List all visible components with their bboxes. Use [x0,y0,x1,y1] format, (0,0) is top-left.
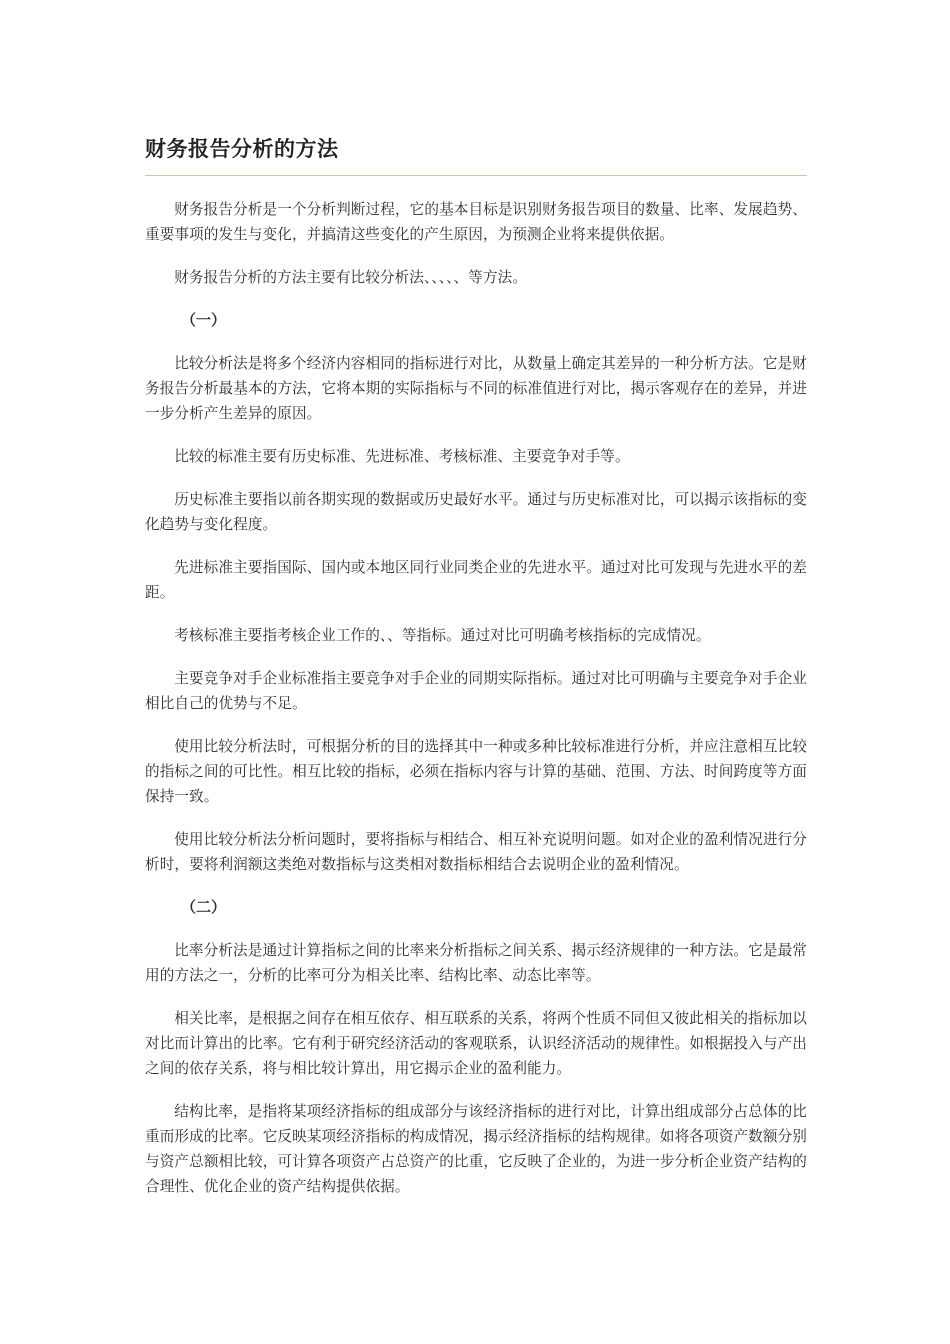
section-heading-1: （一） [181,311,227,329]
paragraph-intro: 财务报告分析是一个分析判断过程，它的基本目标是识别财务报告项目的数量、比率、发展趋势、重要事项的发生与变化，并搞清这些变化的产生原因，为预测企业将来提供依据。 [145,201,807,243]
section-heading-2: （二） [181,898,227,916]
paragraph-historical-standard: 历史标准主要指以前各期实现的数据或历史最好水平。通过与历史标准对比，可以揭示该指标的变化趋势与变化程度。 [145,491,807,533]
paragraph-comparability: 使用比较分析法时，可根据分析的目的选择其中一种或多种比较标准进行分析，并应注意相互比较的指标之间的可比性。相互比较的指标，必须在指标内容与计算的基础、范围、方法、时间跨度等方面保持一致。 [145,738,807,805]
title-divider [145,175,807,176]
paragraph-combination: 使用比较分析法分析问题时，要将指标与相结合、相互补充说明问题。如对企业的盈利情况进行分析时，要将利润额这类绝对数指标与这类相对数指标相结合去说明企业的盈利情况。 [145,831,807,873]
paragraph-ratio-definition: 比率分析法是通过计算指标之间的比率来分析指标之间关系、揭示经济规律的一种方法。它是最常用的方法之一，分析的比率可分为相关比率、结构比率、动态比率等。 [145,942,807,984]
paragraph-advanced-standard: 先进标准主要指国际、国内或本地区同行业同类企业的先进水平。通过对比可发现与先进水平的差距。 [145,559,807,601]
paragraph-methods: 财务报告分析的方法主要有比较分析法、、、、、等方法。 [174,269,528,286]
paragraph-related-ratio: 相关比率，是根据之间存在相互依存、相互联系的关系，将两个性质不同但又彼此相关的指标加以对比而计算出的比率。它有利于研究经济活动的客观联系，认识经济活动的规律性。如根据投入与产出之间的依存关系，将与相比较计算出，用它揭示企业的盈利能力。 [145,1010,807,1077]
page-title: 财务报告分析的方法 [145,137,339,161]
paragraph-competitor-standard: 主要竞争对手企业标准指主要竞争对手企业的同期实际指标。通过对比可明确与主要竞争对手企业相比自己的优势与不足。 [145,670,807,712]
paragraph-structure-ratio: 结构比率，是指将某项经济指标的组成部分与该经济指标的进行对比，计算出组成部分占总体的比重而形成的比率。它反映某项经济指标的构成情况，揭示经济指标的结构规律。如将各项资产数额分别与资产总额相比较，可计算各项资产占总资产的比重，它反映了企业的，为进一步分析企业资产结构的合理性、优化企业的资产结构提供依据。 [145,1103,807,1195]
paragraph-assessment-standard: 考核标准主要指考核企业工作的、、等指标。通过对比可明确考核指标的完成情况。 [174,627,711,644]
paragraph-comparison-standards: 比较的标准主要有历史标准、先进标准、考核标准、主要竞争对手等。 [174,448,630,465]
paragraph-comparison-definition: 比较分析法是将多个经济内容相同的指标进行对比，从数量上确定其差异的一种分析方法。它是财务报告分析最基本的方法，它将本期的实际指标与不同的标准值进行对比，揭示客观存在的差异，并进一步分析产生差异的原因。 [145,355,807,422]
document-page [145,133,807,1217]
